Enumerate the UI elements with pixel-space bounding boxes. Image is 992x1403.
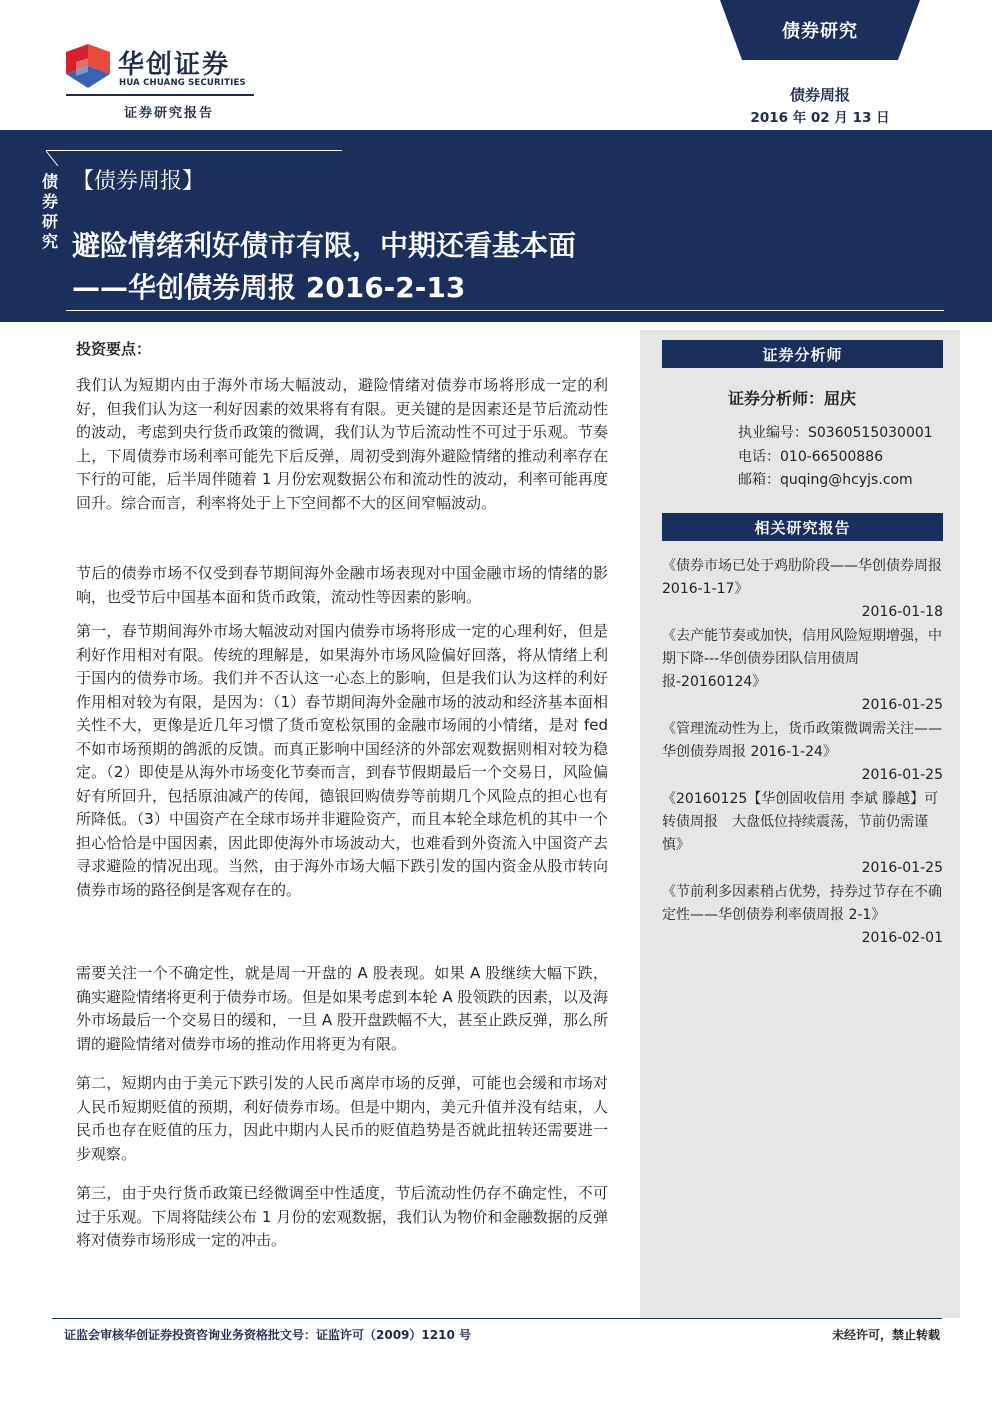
- analyst-section-header: 证券分析师: [662, 340, 943, 368]
- body-paragraph: 节后的债券市场不仅受到春节期间海外金融市场表现对中国金融市场的情绪的影响，也受节后中国基本面和货币政策，流动性等因素的影响。: [76, 564, 608, 606]
- logo-english-name: HUA CHUANG SECURITIES: [119, 78, 246, 88]
- banner-top-rule: [46, 150, 342, 151]
- related-report-link[interactable]: 《债券市场已处于鸡肋阶段——华创债券周报 2016-1-17》: [662, 558, 942, 597]
- related-report-date: 2016-01-25: [861, 767, 943, 783]
- related-report-link[interactable]: 《20160125【华创固收信用 李斌 滕越】可转债周报 大盘低位持续震荡，节前仍需谨慎》: [662, 791, 939, 853]
- footer-divider: [52, 1318, 942, 1319]
- related-report-link[interactable]: 《管理流动性为上，货币政策微调需关注——华创债券周报 2016-1-24》: [662, 721, 942, 760]
- report-date: 2016 年 02 月 13 日: [750, 110, 890, 126]
- banner-bottom-rule: [66, 310, 944, 311]
- body-paragraph: 第一，春节期间海外市场大幅波动对国内债券市场将形成一定的心理利好，但是利好作用相对有限。传统的理解是，如果海外市场风险偏好回落，将从情绪上利于国内的债券市场。我们并不否认这一心态上的影响，但是我们认为这样的利好作用相对较为有限，是因为：（1）春节期间海外金融市场的波动和经济基本面相关性不大，更像是近几年习惯了货币宽松氛围的金融市场闹的小情绪，是对 fed 不如市场预期的鸽派的反馈。而真正影响中国经济的外部宏观数据则相对较为稳定。（2）即使是从海外市场变化节奏而言，到春节假期最后一个交易日，风险偏好有所回升，包括原油减产的传闻，德银回购债券等前期几个风险点的担心也有所降低。（3）中国资产在全球市场并非避险资产，而且本轮全球危机的其中一个担心恰恰是中国因素，因此即使海外市场波动大，也难看到外资流入中国资产去寻求避险的情况出现。当然，由于海外市场大幅下跌引发的国内资金从股市转向债券市场的路径倒是客观存在的。: [76, 622, 608, 899]
- category-tab: [720, 0, 920, 60]
- logo-divider: [66, 94, 254, 96]
- page-title: 避险情绪利好债市有限，中期还看基本面: [72, 229, 577, 262]
- logo-chinese-name: 华创证券: [118, 50, 231, 80]
- related-report-date: 2016-01-25: [861, 697, 943, 713]
- logo-cube-icon: [66, 44, 110, 88]
- footer-copyright-note: 未经许可，禁止转载: [831, 1328, 940, 1342]
- analyst-license: 执业编号：S0360515030001: [738, 425, 933, 441]
- page-subtitle: ——华创债券周报 2016-2-13: [72, 271, 466, 304]
- analyst-name: 证券分析师：屈庆: [728, 389, 857, 408]
- analyst-phone: 电话：010-66500886: [738, 449, 884, 465]
- related-report-date: 2016-02-01: [861, 930, 943, 946]
- related-report-link[interactable]: 《节前利多因素稍占优势，持券过节存在不确定性——华创债券利率债周报 2-1》: [662, 884, 942, 923]
- body-paragraph: 第三，由于央行货币政策已经微调至中性适度，节后流动性仍存不确定性，不可过于乐观。下周将陆续公布 1 月份的宏观数据，我们认为物价和金融数据的反弹将对债券市场形成一定的冲击。: [76, 1184, 608, 1249]
- report-type: 债券周报: [789, 86, 850, 104]
- tab-label: 债券研究: [782, 21, 858, 42]
- vertical-category-label: [38, 172, 62, 252]
- logo-subtitle: 证券研究报告: [124, 106, 215, 121]
- company-logo: [66, 38, 256, 122]
- side-label-char: 债: [41, 172, 58, 191]
- body-paragraph: 第二，短期内由于美元下跌引发的人民币离岸市场的反弹，可能也会缓和市场对人民币短期贬值的预期，利好债券市场。但是中期内，美元升值并没有结束，人民币也存在贬值的压力，因此中期内人民币的贬值趋势是否就此扭转还需要进一步观察。: [76, 1074, 608, 1163]
- side-label-char: 券: [41, 192, 58, 211]
- body-paragraph: 我们认为短期内由于海外市场大幅波动，避险情绪对债券市场将形成一定的利好，但我们认为这一利好因素的效果将有有限。更关键的是因素还是节后流动性的波动，考虑到央行货币政策的微调，我们认为节后流动性不可过于乐观。节奏上，下周债券市场利率可能先下后反弹，周初受到海外避险情绪的推动利率存在下行的可能，后半周伴随着 1 月份宏观数据公布和流动性的波动，利率可能再度回升。综合而言，利率将处于上下空间都不大的区间窄幅波动。: [76, 376, 608, 512]
- side-label-char: 究: [41, 232, 58, 251]
- related-report-date: 2016-01-18: [861, 604, 943, 620]
- series-tag: 【债券周报】: [72, 169, 205, 194]
- footer-license-note: 证监会审核华创证券投资咨询业务资格批文号：证监许可（2009）1210 号: [64, 1328, 471, 1342]
- side-label-char: 研: [41, 212, 58, 231]
- banner-corner-mark: [44, 150, 68, 168]
- related-reports-header: 相关研究报告: [662, 513, 943, 541]
- body-paragraph: 需要关注一个不确定性，就是周一开盘的 A 股表现。如果 A 股继续大幅下跌，确实避险情绪将更利于债券市场。但是如果考虑到本轮 A 股领跌的因素，以及海外市场最后一个交易日的缓和，一旦 A 股开盘跌幅不大，甚至止跌反弹，那么所谓的避险情绪对债券市场的推动作用将更为有限。: [76, 964, 608, 1053]
- related-report-date: 2016-01-25: [861, 860, 943, 876]
- related-report-link[interactable]: 《去产能节奏或加快，信用风险短期增强，中期下降---华创债券团队信用债周报-20160124》: [662, 628, 942, 690]
- key-points-heading: 投资要点：: [76, 340, 152, 358]
- analyst-email: 邮箱：quqing@hcyjs.com: [738, 472, 913, 488]
